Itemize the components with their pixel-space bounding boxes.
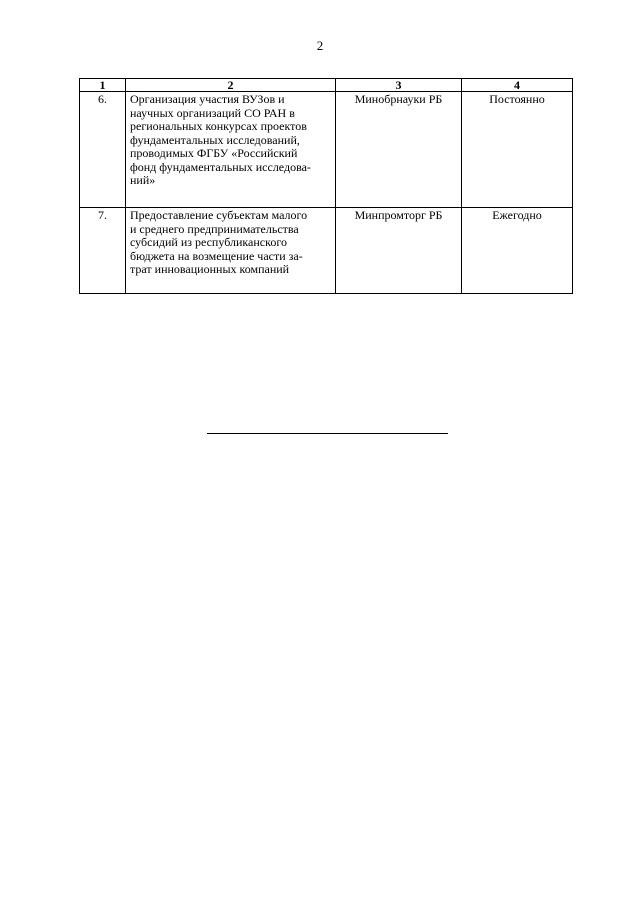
row-description <box>126 92 336 208</box>
description-line: Предоставление субъектам малого <box>130 208 308 222</box>
description-line: фундаментальных исследований, <box>130 132 300 147</box>
page-number: 2 <box>316 38 324 53</box>
row-term: Постоянно <box>462 92 573 208</box>
header-col-1: 1 <box>80 79 126 92</box>
description-line: Организация участия ВУЗов и <box>130 92 285 106</box>
row-number: 6. <box>80 92 126 208</box>
header-col-2: 2 <box>126 79 336 92</box>
header-col-3: 3 <box>336 79 462 92</box>
description-line: проводимых ФГБУ «Российский <box>130 146 298 160</box>
table-header-row <box>80 79 573 92</box>
row-executor: Минпромторг РБ <box>336 208 462 294</box>
row-executor: Минобрнауки РБ <box>336 92 462 208</box>
description-line: бюджета на возмещение части за- <box>130 248 303 263</box>
row-term: Ежегодно <box>462 208 573 294</box>
header-col-4: 4 <box>462 79 573 92</box>
end-of-document-rule <box>207 433 448 434</box>
row-number: 7. <box>80 208 126 294</box>
description-line: ний» <box>130 173 156 187</box>
measures-table <box>79 78 573 294</box>
description-line: региональных конкурсах проектов <box>130 119 307 133</box>
description-line: трат инновационных компаний <box>130 262 290 276</box>
description-line: субсидий из республиканского <box>130 235 287 249</box>
table-row <box>80 208 573 294</box>
description-line: фонд фундаментальных исследова- <box>130 159 311 174</box>
row-description <box>126 208 336 294</box>
description-line: и среднего предпринимательства <box>130 221 299 236</box>
table-row <box>80 92 573 208</box>
description-line: научных организаций СО РАН в <box>130 105 295 120</box>
